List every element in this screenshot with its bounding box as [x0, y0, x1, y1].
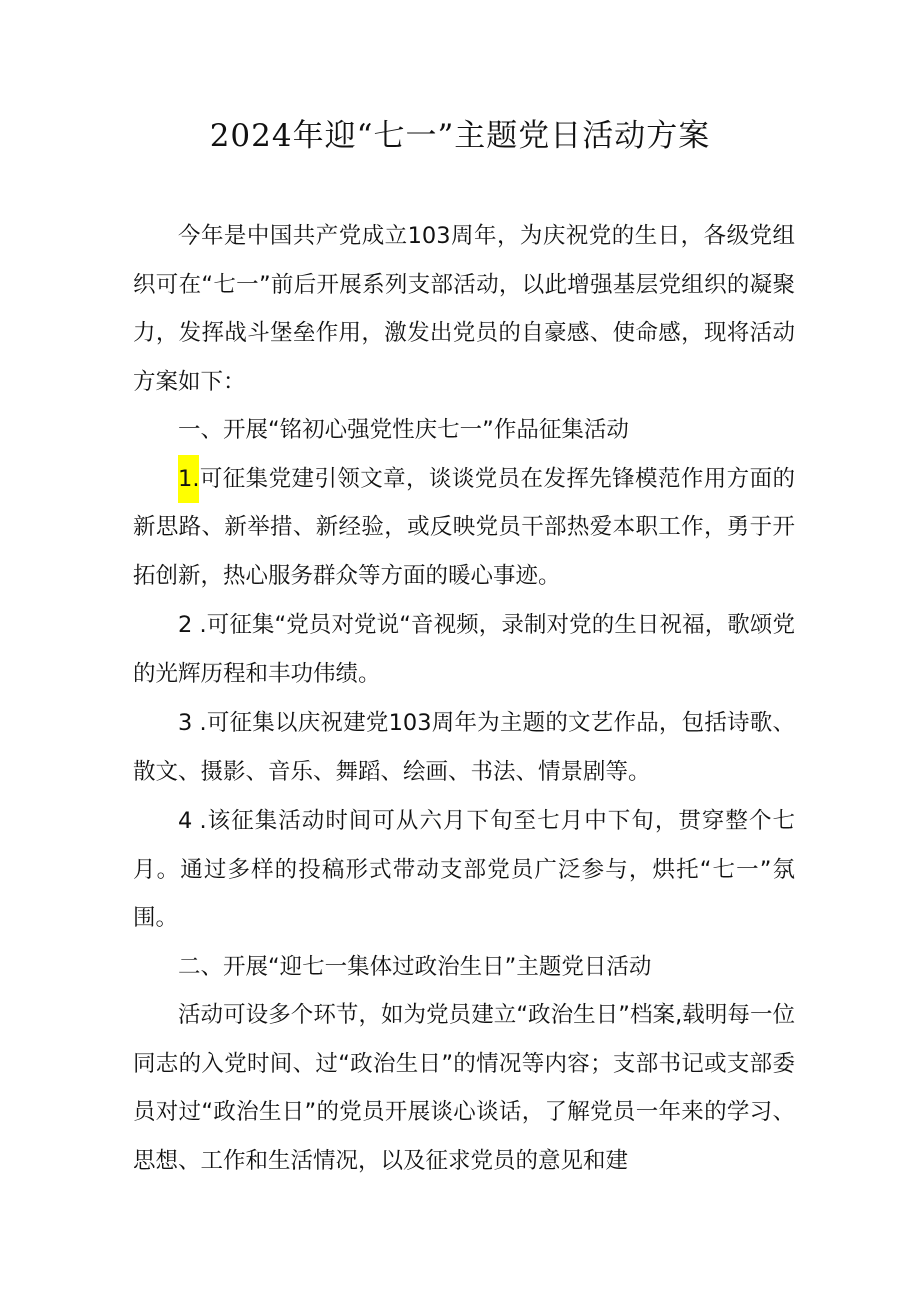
- section-1-item-3: [133, 699, 795, 796]
- section-1-heading: 一、开展“铭初心强党性庆七一”作品征集活动: [178, 417, 629, 443]
- item-4-number: 4 .: [178, 808, 207, 834]
- section-1-item-4: [133, 797, 795, 943]
- section-2-paragraph: 活动可设多个环节，如为党员建立“政治生日”档案,载明每一位同志的入党时间、过“政治生日”的情况等内容；支部书记或支部委员对过“政治生日”的党员开展谈心谈话，了解党员一年来的学习、思想、工作和生活情况，以及征求党员的意见和建: [133, 1002, 795, 1174]
- document-title: 2024年迎“七一”主题党日活动方案: [209, 118, 711, 154]
- item-4-text: 该征集活动时间可从六月下旬至七月中下旬，贯穿整个七月。通过多样的投稿形式带动支部党员广泛参与，烘托“七一”氛围。: [133, 808, 795, 931]
- section-2-heading: 二、开展“迎七一集体过政治生日”主题党日活动: [178, 953, 652, 980]
- item-3-number: 3 .: [178, 710, 207, 736]
- section-1-item-1: [133, 455, 795, 601]
- intro-paragraph: 今年是中国共产党成立103周年，为庆祝党的生日，各级党组织可在“七一”前后开展系列支部活动，以此增强基层党组织的凝聚力，发挥战斗堡垒作用，激发出党员的自豪感、使命感，现将活动方案如下：: [133, 223, 795, 395]
- item-2-text: 可征集“党员对党说“音视频，录制对党的生日祝福，歌颂党的光辉历程和丰功伟绩。: [133, 612, 795, 687]
- document-body: [133, 212, 795, 1185]
- item-1-text: 可征集党建引领文章，谈谈党员在发挥先锋模范作用方面的新思路、新举措、新经验，或反映党员干部热爱本职工作，勇于开拓创新，热心服务群众等方面的暖心事迹。: [133, 465, 795, 589]
- item-1-number: 1.: [178, 455, 199, 504]
- item-2-number: 2 .: [178, 612, 207, 638]
- item-3-text: 可征集以庆祝建党103周年为主题的文艺作品，包括诗歌、散文、摄影、音乐、舞蹈、绘画、书法、情景剧等。: [133, 710, 795, 785]
- section-1-item-2: [133, 601, 795, 698]
